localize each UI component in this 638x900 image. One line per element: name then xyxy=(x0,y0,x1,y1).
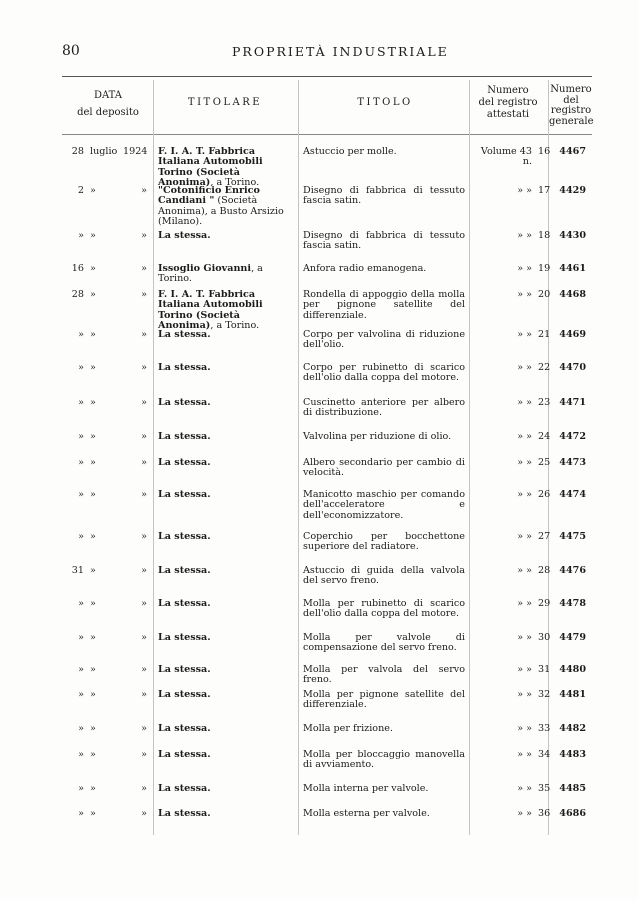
titolare-name: F. I. A. T. Fabbrica Italiana Automobili Torino (Società Anonima) xyxy=(158,146,263,189)
titolare-cell xyxy=(158,147,298,189)
titolo-cell: Molla per bloccaggio manovella di avviamento. xyxy=(303,749,465,771)
attestato-number: 34 xyxy=(538,749,551,760)
header-titolare: TITOLARE xyxy=(187,97,263,108)
registro-generale-number: 4472 xyxy=(559,431,586,442)
titolare-cell xyxy=(158,665,298,675)
registro-generale-number: 4479 xyxy=(559,632,586,643)
deposit-day: » xyxy=(78,489,84,500)
attestato-number: 29 xyxy=(538,598,551,609)
deposit-year: » xyxy=(141,664,147,675)
deposit-day: » xyxy=(78,431,84,442)
deposit-year: » xyxy=(141,329,147,340)
titolo-cell: Molla per valvole di compensazione del servo freno. xyxy=(303,632,465,654)
titolare-cell xyxy=(158,784,298,794)
deposit-day: » xyxy=(78,362,84,373)
deposit-year: » xyxy=(141,263,147,274)
titolare-cell xyxy=(158,186,298,228)
titolare-name: La stessa. xyxy=(158,565,211,576)
volume-cell: » » xyxy=(517,489,532,500)
titolare-location: , a Torino. xyxy=(158,263,263,285)
registro-generale-number: 4473 xyxy=(559,457,586,468)
column-divider xyxy=(153,80,154,835)
titolare-name: La stessa. xyxy=(158,457,211,468)
volume-cell: » » xyxy=(517,289,532,300)
titolare-name: La stessa. xyxy=(158,230,211,241)
attestato-number: 19 xyxy=(538,263,551,274)
header-registro-generale xyxy=(549,85,593,127)
titolo-cell: Corpo per valvolina di riduzione dell'olio. xyxy=(303,329,465,351)
deposit-day: 2 xyxy=(77,185,84,196)
attestato-number: 18 xyxy=(538,230,551,241)
header-registro-attestati-line2: del registro xyxy=(478,97,538,108)
titolare-cell xyxy=(158,750,298,760)
deposit-day: 28 xyxy=(71,146,84,157)
attestato-number: 22 xyxy=(538,362,551,373)
titolare-location: , a Torino. xyxy=(210,177,260,189)
titolo-cell: Molla per frizione. xyxy=(303,723,393,734)
registro-generale-number: 4485 xyxy=(559,783,586,794)
header-rule-bottom xyxy=(62,134,592,135)
deposit-month: » xyxy=(90,263,96,274)
header-registro-attestati-line1: Numero xyxy=(487,85,529,96)
deposit-month: » xyxy=(90,632,96,643)
registro-generale-number: 4468 xyxy=(559,289,586,300)
titolare-cell xyxy=(158,290,298,332)
volume-cell: » » xyxy=(517,329,532,340)
titolare-cell xyxy=(158,532,298,542)
volume-cell: Volume 43 n. xyxy=(480,146,532,168)
titolare-cell xyxy=(158,432,298,442)
header-data xyxy=(66,90,150,119)
header-registro-generale-line1: Numero xyxy=(550,84,592,95)
attestato-number: 21 xyxy=(538,329,551,340)
registro-generale-number: 4483 xyxy=(559,749,586,760)
deposit-day: » xyxy=(78,230,84,241)
registro-generale-number: 4467 xyxy=(559,146,586,157)
deposit-year: 1924 xyxy=(123,146,148,157)
volume-cell: » » xyxy=(517,362,532,373)
volume-cell: » » xyxy=(517,531,532,542)
titolare-cell xyxy=(158,809,298,819)
deposit-day: » xyxy=(78,598,84,609)
header-registro-generale-line2: del xyxy=(563,94,579,106)
titolo-cell: Corpo per rubinetto di scarico dell'olio dalla coppa del motore. xyxy=(303,362,465,384)
titolo-cell: Molla per rubinetto di scarico dell'olio dalla coppa del motore. xyxy=(303,598,465,620)
deposit-year: » xyxy=(141,289,147,300)
attestato-number: 26 xyxy=(538,489,551,500)
titolare-name: La stessa. xyxy=(158,749,211,760)
deposit-day: » xyxy=(78,723,84,734)
deposit-day: » xyxy=(78,783,84,794)
registro-generale-number: 4686 xyxy=(559,808,586,819)
titolo-cell: Anfora radio emanogena. xyxy=(303,263,427,274)
titolare-name: "Cotonificio Enrico Candiani " xyxy=(158,185,260,207)
deposit-month: » xyxy=(90,723,96,734)
titolare-name: La stessa. xyxy=(158,689,211,700)
deposit-day: » xyxy=(78,531,84,542)
attestato-number: 25 xyxy=(538,457,551,468)
volume-cell: » » xyxy=(517,457,532,468)
deposit-year: » xyxy=(141,457,147,468)
titolo-cell: Astuccio per molle. xyxy=(303,146,397,157)
volume-cell: » » xyxy=(517,689,532,700)
deposit-year: » xyxy=(141,783,147,794)
titolare-cell xyxy=(158,330,298,340)
titolo-cell: Cuscinetto anteriore per albero di distribuzione. xyxy=(303,397,465,419)
titolare-name: La stessa. xyxy=(158,808,211,819)
deposit-day: 31 xyxy=(71,565,84,576)
volume-cell: » » xyxy=(517,431,532,442)
titolare-cell xyxy=(158,724,298,734)
deposit-month: » xyxy=(90,598,96,609)
header-rule-top xyxy=(62,76,592,77)
deposit-day: » xyxy=(78,397,84,408)
titolare-location: (Società Anonima), a Busto Arsizio (Milano). xyxy=(158,195,284,228)
deposit-month: » xyxy=(90,230,96,241)
attestato-number: 23 xyxy=(538,397,551,408)
titolo-cell: Molla per valvola del servo freno. xyxy=(303,664,465,686)
deposit-day: » xyxy=(78,749,84,760)
titolare-name: La stessa. xyxy=(158,362,211,373)
deposit-year: » xyxy=(141,632,147,643)
titolare-name: F. I. A. T. Fabbrica Italiana Automobili Torino (Società Anonima) xyxy=(158,289,263,332)
registro-generale-number: 4476 xyxy=(559,565,586,576)
deposit-year: » xyxy=(141,489,147,500)
registro-generale-number: 4475 xyxy=(559,531,586,542)
registro-generale-number: 4471 xyxy=(559,397,586,408)
deposit-year: » xyxy=(141,397,147,408)
column-divider xyxy=(469,80,470,835)
attestato-number: 33 xyxy=(538,723,551,734)
deposit-year: » xyxy=(141,230,147,241)
titolo-cell: Molla per pignone satellite del differenziale. xyxy=(303,689,465,711)
deposit-day: » xyxy=(78,808,84,819)
titolare-cell xyxy=(158,231,298,241)
titolare-name: Issoglio Giovanni xyxy=(158,263,252,274)
deposit-year: » xyxy=(141,749,147,760)
titolo-cell: Disegno di fabbrica di tessuto fascia satin. xyxy=(303,230,465,252)
titolare-cell xyxy=(158,398,298,408)
titolo-cell: Molla esterna per valvole. xyxy=(303,808,430,819)
titolare-name: La stessa. xyxy=(158,431,211,442)
deposit-day: » xyxy=(78,664,84,675)
deposit-year: » xyxy=(141,431,147,442)
volume-cell: » » xyxy=(517,230,532,241)
titolo-cell: Coperchio per bocchettone superiore del radiatore. xyxy=(303,531,465,553)
registro-generale-number: 4430 xyxy=(559,230,586,241)
titolo-cell: Astuccio di guida della valvola del servo freno. xyxy=(303,565,465,587)
titolare-cell xyxy=(158,490,298,500)
attestato-number: 16 xyxy=(538,146,551,157)
attestato-number: 27 xyxy=(538,531,551,542)
volume-cell: » » xyxy=(517,185,532,196)
registro-generale-number: 4469 xyxy=(559,329,586,340)
deposit-day: » xyxy=(78,632,84,643)
volume-cell: » » xyxy=(517,565,532,576)
deposit-year: » xyxy=(141,598,147,609)
deposit-day: » xyxy=(78,457,84,468)
deposit-month: » xyxy=(90,431,96,442)
header-registro-attestati xyxy=(472,85,544,121)
titolare-name: La stessa. xyxy=(158,632,211,643)
deposit-month: » xyxy=(90,664,96,675)
header-registro-generale-line4: generale xyxy=(549,115,594,127)
titolare-name: La stessa. xyxy=(158,489,211,500)
titolare-name: La stessa. xyxy=(158,723,211,734)
titolare-cell xyxy=(158,566,298,576)
registro-generale-number: 4478 xyxy=(559,598,586,609)
titolare-location: , a Torino. xyxy=(210,320,260,332)
deposit-year: » xyxy=(141,362,147,373)
column-divider xyxy=(298,80,299,835)
deposit-year: » xyxy=(141,689,147,700)
titolare-cell xyxy=(158,633,298,643)
titolare-cell xyxy=(158,599,298,609)
deposit-month: » xyxy=(90,689,96,700)
titolare-name: La stessa. xyxy=(158,329,211,340)
deposit-month: » xyxy=(90,329,96,340)
titolo-cell: Disegno di fabbrica di tessuto fascia satin. xyxy=(303,185,465,207)
page-title: PROPRIETÀ INDUSTRIALE xyxy=(232,44,449,59)
deposit-month: » xyxy=(90,457,96,468)
deposit-month: » xyxy=(90,565,96,576)
registro-generale-number: 4480 xyxy=(559,664,586,675)
attestato-number: 36 xyxy=(538,808,551,819)
deposit-year: » xyxy=(141,808,147,819)
titolare-name: La stessa. xyxy=(158,397,211,408)
deposit-year: » xyxy=(141,723,147,734)
attestato-number: 32 xyxy=(538,689,551,700)
header-data-line1: DATA xyxy=(93,90,123,101)
titolare-name: La stessa. xyxy=(158,531,211,542)
titolo-cell: Rondella di appoggio della molla per pignone satellite del differenziale. xyxy=(303,289,465,321)
deposit-month: luglio xyxy=(90,146,118,157)
titolo-cell: Manicotto maschio per comando dell'acceleratore e dell'economizzatore. xyxy=(303,489,465,521)
volume-cell: » » xyxy=(517,783,532,794)
attestato-number: 20 xyxy=(538,289,551,300)
deposit-month: » xyxy=(90,783,96,794)
titolare-cell xyxy=(158,264,298,285)
attestato-number: 30 xyxy=(538,632,551,643)
attestato-number: 17 xyxy=(538,185,551,196)
header-data-line2: del deposito xyxy=(77,107,139,118)
deposit-month: » xyxy=(90,808,96,819)
deposit-year: » xyxy=(141,185,147,196)
volume-cell: » » xyxy=(517,808,532,819)
titolare-cell xyxy=(158,363,298,373)
volume-cell: » » xyxy=(517,749,532,760)
deposit-month: » xyxy=(90,289,96,300)
volume-cell: » » xyxy=(517,397,532,408)
volume-cell: » » xyxy=(517,263,532,274)
registro-generale-number: 4429 xyxy=(559,185,586,196)
registro-generale-number: 4461 xyxy=(559,263,586,274)
deposit-month: » xyxy=(90,397,96,408)
attestato-number: 24 xyxy=(538,431,551,442)
titolare-name: La stessa. xyxy=(158,783,211,794)
attestato-number: 35 xyxy=(538,783,551,794)
page-number: 80 xyxy=(62,43,80,59)
deposit-year: » xyxy=(141,531,147,542)
deposit-month: » xyxy=(90,185,96,196)
deposit-month: » xyxy=(90,749,96,760)
volume-cell: » » xyxy=(517,632,532,643)
titolare-name: La stessa. xyxy=(158,664,211,675)
registro-generale-number: 4481 xyxy=(559,689,586,700)
deposit-day: » xyxy=(78,329,84,340)
titolare-cell xyxy=(158,458,298,468)
deposit-month: » xyxy=(90,489,96,500)
volume-cell: » » xyxy=(517,723,532,734)
registro-generale-number: 4474 xyxy=(559,489,586,500)
attestato-number: 28 xyxy=(538,565,551,576)
titolare-name: La stessa. xyxy=(158,598,211,609)
volume-cell: » » xyxy=(517,664,532,675)
deposit-day: 16 xyxy=(71,263,84,274)
registro-generale-number: 4482 xyxy=(559,723,586,734)
header-registro-attestati-line3: attestati xyxy=(486,109,530,120)
deposit-month: » xyxy=(90,531,96,542)
header-registro-generale-line3: registro xyxy=(550,105,592,116)
deposit-day: » xyxy=(78,689,84,700)
titolo-cell: Valvolina per riduzione di olio. xyxy=(303,431,452,442)
deposit-year: » xyxy=(141,565,147,576)
titolare-cell xyxy=(158,690,298,700)
deposit-month: » xyxy=(90,362,96,373)
attestato-number: 31 xyxy=(538,664,551,675)
titolo-cell: Albero secondario per cambio di velocità. xyxy=(303,457,465,479)
volume-cell: » » xyxy=(517,598,532,609)
deposit-day: 28 xyxy=(71,289,84,300)
titolo-cell: Molla interna per valvole. xyxy=(303,783,429,794)
header-titolo: TITOLO xyxy=(357,97,413,108)
registro-generale-number: 4470 xyxy=(559,362,586,373)
